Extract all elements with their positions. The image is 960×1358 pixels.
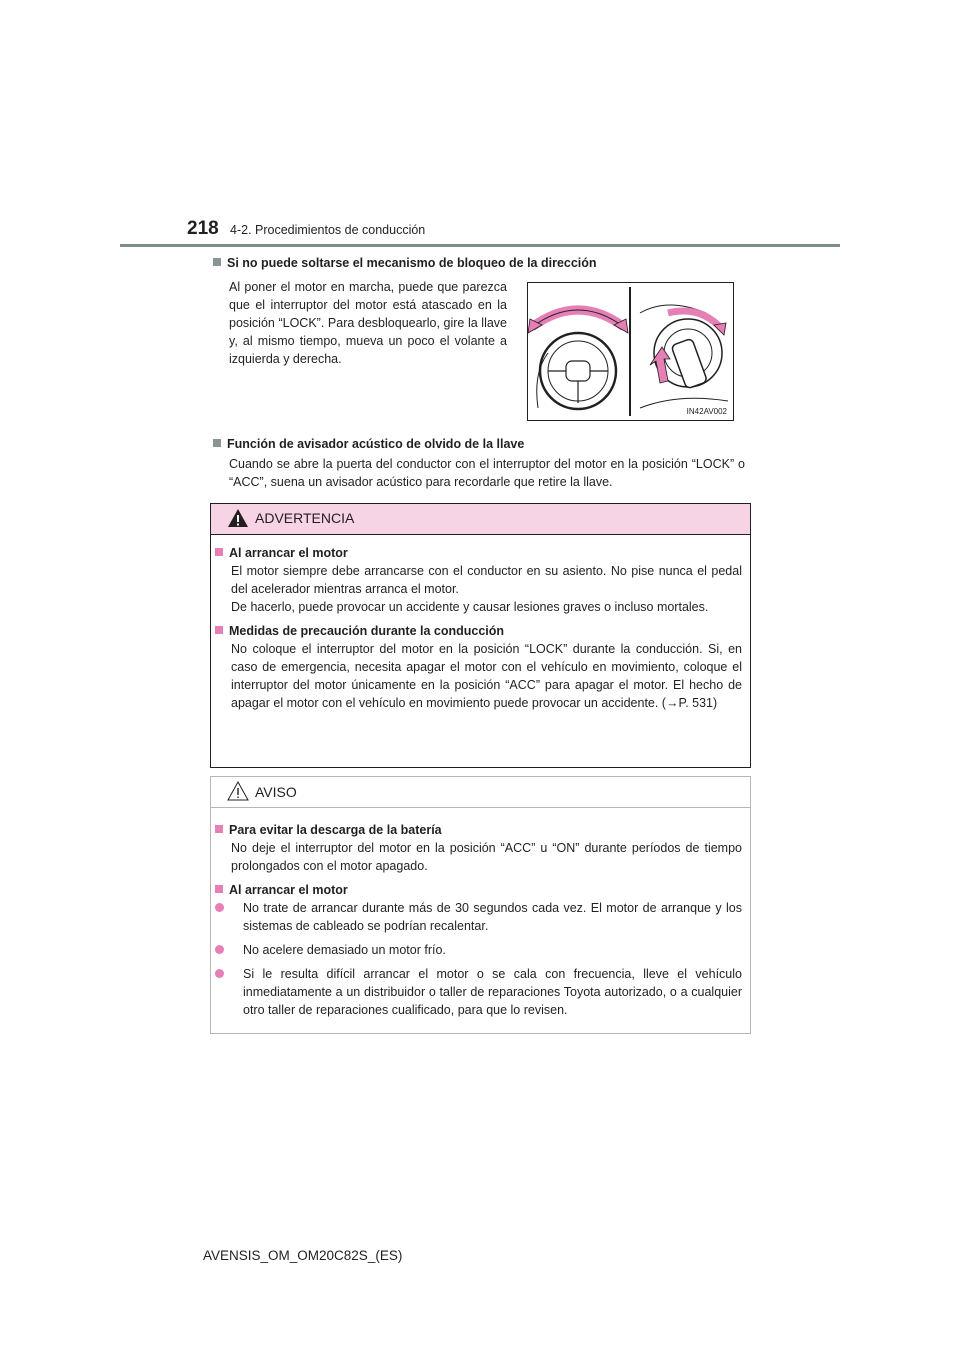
warning-box <box>210 503 751 768</box>
document-code: AVENSIS_OM_OM20C82S_(ES) <box>203 1248 403 1263</box>
warning-item-text: El motor siempre debe arrancarse con el conductor en su asiento. No pise nunca el pedal del acelerador mientras arranca el motor. <box>231 564 742 596</box>
section1-text: Al poner el motor en marcha, puede que parezca que el interruptor del motor está atascado en la posición “LOCK”. Para desbloquearlo, gire la llave y, al mismo tiempo, mueva un poco el volante a izquierda y derecha. <box>229 280 507 366</box>
warning-body <box>215 544 742 712</box>
notice-bullet: No trate de arrancar durante más de 30 segundos cada vez. El motor de arranque y los sistemas de cableado se podrían recalentar. <box>215 899 742 935</box>
warning-item-text: De hacerlo, puede provocar un accidente y causar lesiones graves o incluso mortales. <box>231 600 709 614</box>
round-bullet-icon <box>215 969 224 978</box>
square-bullet-icon <box>215 825 223 833</box>
notice-bullet: No acelere demasiado un motor frío. <box>215 941 742 959</box>
page-number: 218 <box>187 218 219 239</box>
warning-header <box>211 504 750 535</box>
warning-triangle-icon <box>227 508 249 528</box>
notice-item-heading: Para evitar la descarga de la batería <box>215 821 742 839</box>
notice-box <box>210 776 751 1034</box>
header-rule <box>120 244 840 247</box>
caution-triangle-icon <box>227 781 249 801</box>
notice-bullet: Si le resulta difícil arrancar el motor o se cala con frecuencia, lleve el vehículo inmediatamente a un distribuidor o taller de reparaciones Toyota autorizado, o a cualquier otro taller de reparaciones cualificado, para que lo revisen. <box>215 965 742 1019</box>
square-bullet-icon <box>215 548 223 556</box>
section-title: 4-2. Procedimientos de conducción <box>230 223 426 237</box>
warning-item-heading: Al arrancar el motor <box>215 544 742 562</box>
section2-heading: Función de avisador acústico de olvido de la llave <box>213 435 524 453</box>
section1-heading: Si no puede soltarse el mecanismo de bloqueo de la dirección <box>213 254 597 272</box>
steering-wheel-and-key-icon <box>528 283 733 420</box>
notice-item-text: No deje el interruptor del motor en la posición “ACC” u “ON” durante períodos de tiempo prolongados con el motor apagado. <box>231 841 742 873</box>
square-bullet-icon <box>213 439 221 447</box>
warning-title: ADVERTENCIA <box>255 510 355 526</box>
round-bullet-icon <box>215 903 224 912</box>
square-bullet-icon <box>215 626 223 634</box>
notice-title: AVISO <box>255 784 297 800</box>
square-bullet-icon <box>215 885 223 893</box>
round-bullet-icon <box>215 945 224 954</box>
notice-body <box>215 821 742 1019</box>
steering-lock-illustration <box>527 282 734 421</box>
warning-item-heading: Medidas de precaución durante la conducción <box>215 622 742 640</box>
square-bullet-icon <box>213 258 221 266</box>
notice-header <box>211 777 750 808</box>
figure-code: IN42AV002 <box>686 407 727 416</box>
warning-item-text: No coloque el interruptor del motor en la posición “LOCK” durante la conducción. Si, en caso de emergencia, necesita apagar el motor con el vehículo en movimiento, coloque el interruptor del motor únicamente en la posición “ACC” para apagar el motor. El hecho de apagar el motor con el vehículo en movimiento puede provocar un accidente. (→P. 531) <box>231 642 742 710</box>
section2-text: Cuando se abre la puerta del conductor con el interruptor del motor en la posición “LOCK” o “ACC”, suena un avisador acústico para recordarle que retire la llave. <box>229 457 745 489</box>
notice-item-heading: Al arrancar el motor <box>215 881 742 899</box>
